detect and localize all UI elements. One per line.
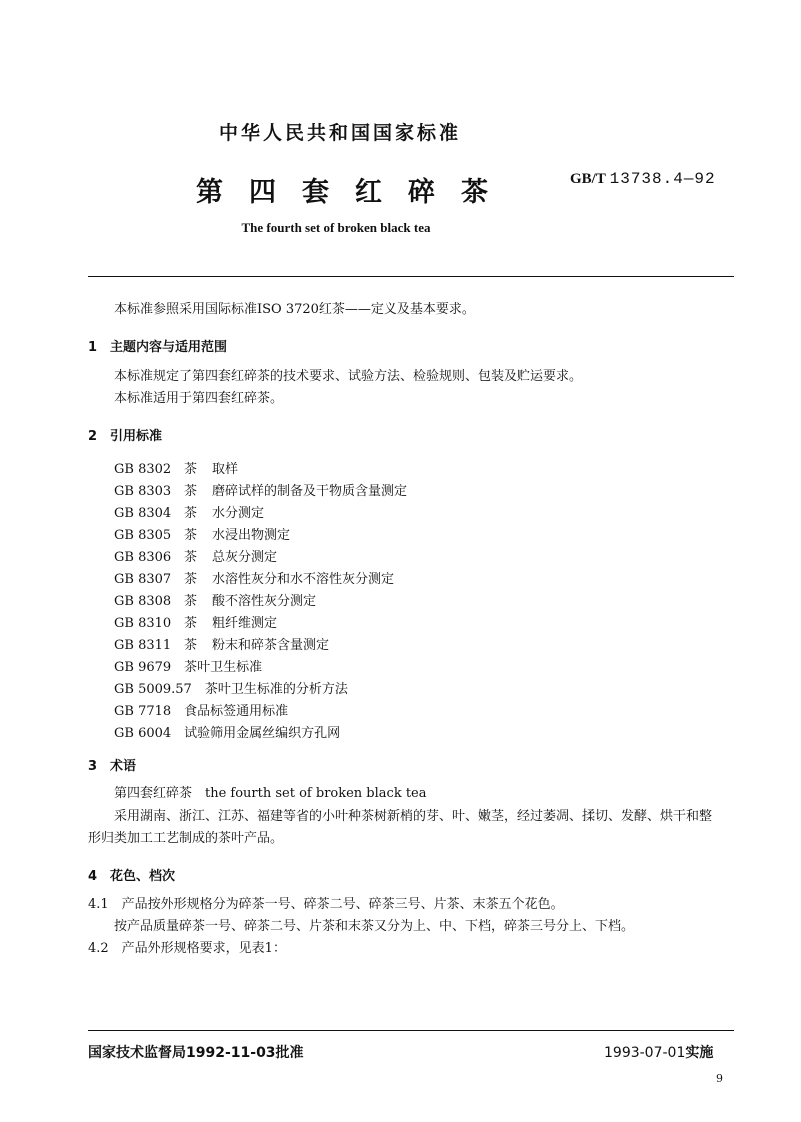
reference-title: 水浸出物测定 bbox=[212, 528, 291, 543]
footer-divider bbox=[88, 1030, 734, 1031]
reference-title: 总灰分测定 bbox=[212, 550, 278, 565]
reference-code: GB 8303 bbox=[114, 484, 172, 499]
english-title: The fourth set of broken black tea bbox=[241, 220, 431, 235]
reference-title: 取样 bbox=[212, 462, 239, 477]
reference-code: GB 8302 bbox=[114, 462, 172, 477]
reference-item bbox=[114, 590, 316, 609]
effective-date: 1993-07-01 bbox=[604, 1045, 686, 1061]
term-definition-line-2: 形归类加工工艺制成的茶叶产品。 bbox=[88, 831, 284, 846]
reference-category: 茶 bbox=[184, 484, 198, 499]
term-entry: 第四套红碎茶 the fourth set of broken black tea bbox=[114, 786, 427, 801]
reference-title: 水分测定 bbox=[212, 506, 265, 521]
approval-statement: 国家技术监督局1992-11-03批准 bbox=[88, 1045, 304, 1061]
reference-item: GB 5009.57 茶叶卫生标准的分析方法 bbox=[114, 682, 348, 697]
national-standard-heading: 中华人民共和国国家标准 bbox=[218, 122, 461, 144]
reference-item bbox=[114, 480, 407, 499]
reference-category: 茶 bbox=[184, 572, 198, 587]
reference-item bbox=[114, 568, 394, 587]
reference-category: 茶 bbox=[184, 462, 198, 477]
reference-title: 酸不溶性灰分测定 bbox=[212, 594, 317, 609]
section-4-heading: 4 花色、档次 bbox=[88, 869, 176, 884]
document-title: 第四套红碎茶 bbox=[196, 177, 514, 208]
reference-category: 茶 bbox=[184, 616, 198, 631]
reference-category: 茶 bbox=[184, 528, 198, 543]
reference-title: 水溶性灰分和水不溶性灰分测定 bbox=[212, 572, 395, 587]
reference-code: GB 8304 bbox=[114, 506, 172, 521]
reference-item: GB 9679 茶叶卫生标准 bbox=[114, 660, 263, 675]
reference-item bbox=[114, 502, 264, 521]
reference-code: GB 8310 bbox=[114, 616, 172, 631]
reference-code: GB 8311 bbox=[114, 638, 172, 653]
header-divider bbox=[88, 276, 734, 277]
reference-item: GB 6004 试验筛用金属丝编织方孔网 bbox=[114, 726, 341, 741]
reference-category: 茶 bbox=[184, 638, 198, 653]
reference-item bbox=[114, 524, 290, 543]
clause-4-1-line-1: 4.1 产品按外形规格分为碎茶一号、碎茶二号、碎茶三号、片茶、末茶五个花色。 bbox=[88, 897, 564, 912]
standard-code-number: 13738.4—92 bbox=[609, 170, 716, 188]
clause-4-1-line-2: 按产品质量碎茶一号、碎茶二号、片茶和末茶又分为上、中、下档，碎茶三号分上、下档。 bbox=[114, 919, 635, 934]
section-3-heading: 3 术语 bbox=[88, 759, 137, 774]
reference-title: 粉末和碎茶含量测定 bbox=[212, 638, 330, 653]
reference-item bbox=[114, 458, 238, 477]
reference-item bbox=[114, 634, 329, 653]
reference-item bbox=[114, 546, 277, 565]
reference-category: 茶 bbox=[184, 550, 198, 565]
section-1-heading: 1 主题内容与适用范围 bbox=[88, 340, 228, 355]
standard-code-prefix: GB/T bbox=[570, 171, 606, 187]
page-number: 9 bbox=[716, 1072, 723, 1085]
reference-title: 粗纤维测定 bbox=[212, 616, 278, 631]
reference-title: 磨碎试样的制备及干物质含量测定 bbox=[212, 484, 408, 499]
reference-code: GB 8308 bbox=[114, 594, 172, 609]
standard-code bbox=[570, 170, 716, 188]
section-2-heading: 2 引用标准 bbox=[88, 429, 163, 444]
section-1-paragraph-2: 本标准适用于第四套红碎茶。 bbox=[114, 391, 284, 406]
intro-paragraph: 本标准参照采用国际标准ISO 3720红茶——定义及基本要求。 bbox=[114, 302, 475, 317]
effective-statement bbox=[604, 1042, 713, 1062]
reference-code: GB 8306 bbox=[114, 550, 172, 565]
reference-code: GB 8305 bbox=[114, 528, 172, 543]
reference-item: GB 7718 食品标签通用标准 bbox=[114, 704, 289, 719]
term-definition-line-1: 采用湖南、浙江、江苏、福建等省的小叶种茶树新梢的芽、叶、嫩茎，经过萎凋、揉切、发酵、烘干和整 bbox=[114, 809, 713, 824]
reference-category: 茶 bbox=[184, 594, 198, 609]
effective-label: 实施 bbox=[685, 1045, 714, 1061]
reference-category: 茶 bbox=[184, 506, 198, 521]
reference-item bbox=[114, 612, 277, 631]
section-1-paragraph-1: 本标准规定了第四套红碎茶的技术要求、试验方法、检验规则、包装及贮运要求。 bbox=[114, 369, 583, 384]
clause-4-2: 4.2 产品外形规格要求，见表1： bbox=[88, 941, 286, 956]
reference-code: GB 8307 bbox=[114, 572, 172, 587]
